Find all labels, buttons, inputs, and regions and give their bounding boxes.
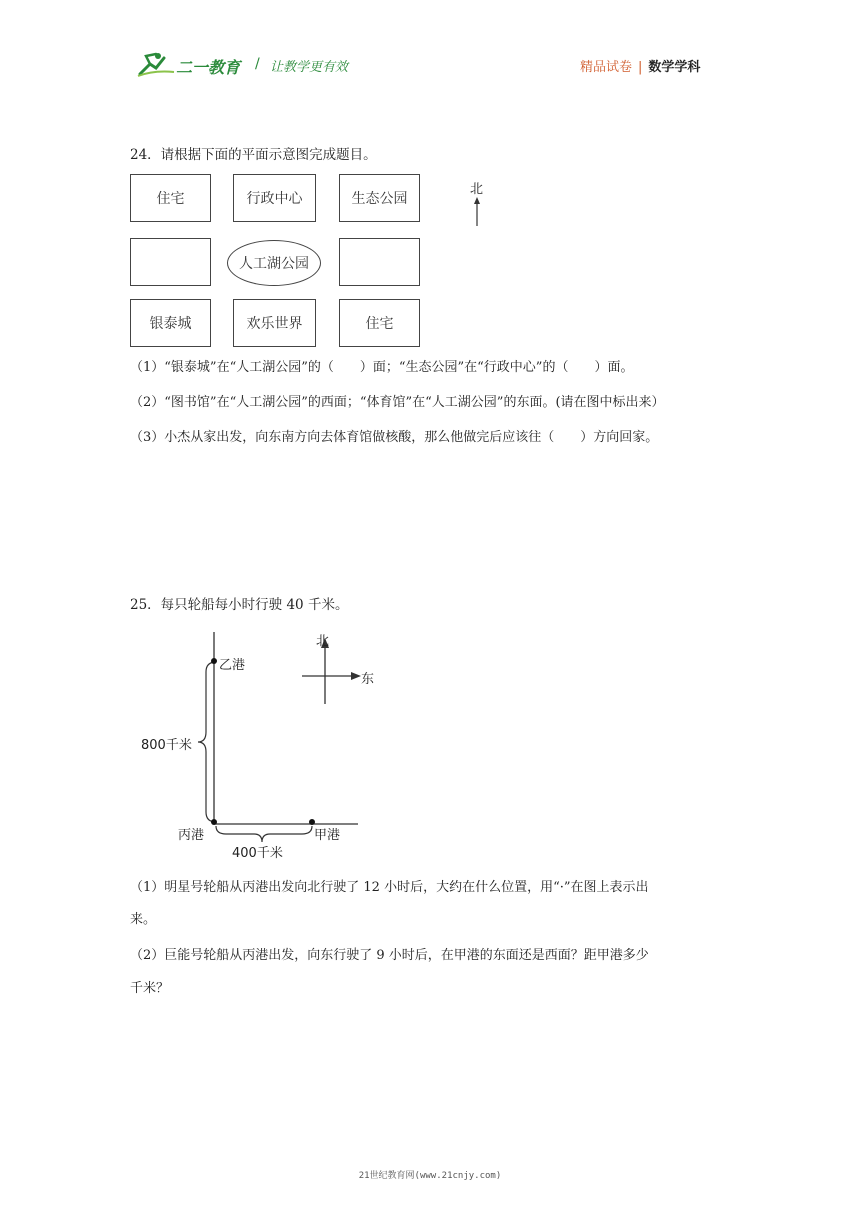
north-distance-label: 800千米	[141, 738, 192, 753]
question-24-part-3: （3）小杰从家出发，向东南方向去体育馆做核酸，那么他做完后应该往（ ）方向回家。	[130, 430, 659, 445]
port-yi-dot	[211, 658, 217, 664]
map-cell-r1c1: 住宅	[130, 174, 211, 222]
subject-label: 数学学科	[648, 60, 701, 75]
north-distance-brace	[198, 662, 216, 822]
compass-east-arrowhead	[351, 672, 361, 680]
page-footer: 21世纪教育网(www.21cnjy.com)	[358, 1171, 502, 1181]
brand-name: 二一教育	[176, 58, 241, 77]
question-25-part-1-line-2: 来。	[130, 912, 157, 927]
question-24-part-1: （1）“银泰城”在“人工湖公园”的（ ）面；“生态公园”在“行政中心”的（ ）面。	[130, 360, 634, 375]
brand-slogan: 让教学更有效	[270, 60, 349, 75]
question-25-part-2-line-2: 千米？	[130, 981, 170, 996]
map-cell-r3c2: 欢乐世界	[233, 299, 316, 347]
port-jia-label: 甲港	[314, 828, 341, 843]
question-25-part-2-line-1: （2）巨能号轮船从丙港出发，向东行驶了 9 小时后，在甲港的东面还是西面？距甲港多少	[130, 948, 649, 963]
question-24-part-2: （2）“图书馆”在“人工湖公园”的西面；“体育馆”在“人工湖公园”的东面。(请在图中标出来）	[130, 395, 665, 410]
question-25-part-1-line-1: （1）明星号轮船从丙港出发向北行驶了 12 小时后，大约在什么位置，用“·”在图上表示出	[130, 880, 649, 895]
question-25-part-1	[130, 878, 649, 898]
compass-east-label: 东	[361, 672, 375, 687]
map-cell-r2c3[interactable]	[339, 238, 420, 286]
east-distance-label: 400千米	[232, 846, 283, 861]
port-bing-dot	[211, 819, 217, 825]
map-cell-r3c3: 住宅	[339, 299, 420, 347]
port-bing-label: 丙港	[178, 828, 205, 843]
map-cell-r3c1: 银泰城	[130, 299, 211, 347]
header-right	[580, 56, 700, 75]
question-24-title: 24．请根据下面的平面示意图完成题目。	[130, 147, 377, 163]
map-cell-r1c2: 行政中心	[233, 174, 316, 222]
compass-north-label: 北	[316, 634, 330, 649]
question-25-title: 25．每只轮船每小时行驶 40 千米。	[130, 597, 349, 613]
east-distance-brace	[216, 826, 312, 842]
map-cell-r2c2: 人工湖公园	[227, 240, 321, 286]
quality-label: 精品试卷	[580, 60, 633, 75]
north-arrow-icon	[470, 196, 484, 228]
header-separator: |	[638, 60, 643, 75]
north-label: 北	[470, 182, 484, 197]
header-divider: /	[255, 56, 260, 72]
port-yi-label: 乙港	[219, 658, 246, 673]
runner-logo-icon	[136, 50, 176, 78]
map-cell-r1c3: 生态公园	[339, 174, 420, 222]
map-cell-r2c1[interactable]	[130, 238, 211, 286]
